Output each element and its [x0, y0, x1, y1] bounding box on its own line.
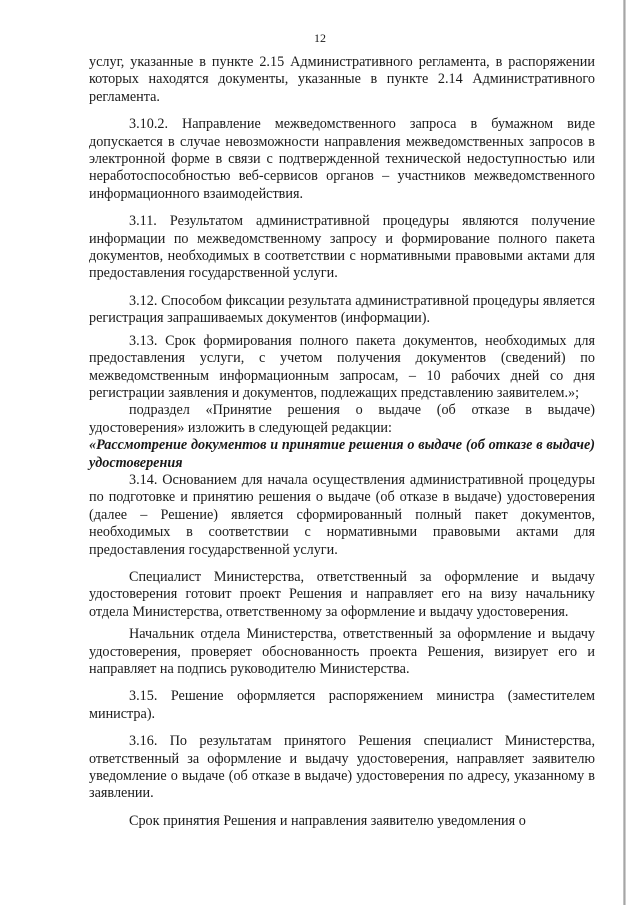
paragraph-decision-term: Срок принятия Решения и направления заявителю уведомления о [129, 812, 526, 829]
paragraph-3-13: 3.13. Срок формирования полного пакета документов, необходимых для предоставления услуги, с учетом получения документов (сведений) по межведомственным информационным запросам, – 10 рабочих дней со дня регистрации заявления и документов, подлежащих представлению заявителем.»; [89, 332, 595, 401]
scan-edge-shadow [623, 0, 626, 905]
paragraph-department-head: Начальник отдела Министерства, ответственный за оформление и выдачу удостоверения, проверяет обоснованность проекта Решения, визирует его и направляет на подпись руководителю Министерства. [89, 626, 595, 677]
paragraph-3-12: 3.12. Способом фиксации результата административной процедуры является регистрация запрашиваемых документов (информации). [89, 292, 595, 327]
paragraph-3-16: 3.16. По результатам принятого Решения специалист Министерства, ответственный за оформление и выдачу удостоверения, направляет заявителю уведомление о выдаче (об отказе в выдаче) удостоверения по адресу, указанному в заявлении. [89, 733, 595, 802]
paragraph-subsection-amendment: подраздел «Принятие решения о выдаче (об отказе в выдаче) удостоверения» изложить в следующей редакции: [89, 402, 595, 436]
page-number: 12 [314, 31, 326, 45]
subsection-heading: «Рассмотрение документов и принятие решения о выдаче (об отказе в выдаче) удостоверения [89, 437, 595, 471]
paragraph-3-15: 3.15. Решение оформляется распоряжением министра (заместителем министра). [89, 688, 595, 722]
document-body [89, 54, 595, 830]
paragraph-specialist: Специалист Министерства, ответственный за оформление и выдачу удостоверения готовит проект Решения и направляет его на визу начальнику отдела Министерства, ответственному за оформление и выдачу удостоверения. [89, 568, 595, 620]
paragraph-3-10-2: 3.10.2. Направление межведомственного запроса в бумажном виде допускается в случае невозможности направления межведомственных запросов в электронной форме в связи с подтвержденной технической недоступностью или неработоспособностью веб-сервисов органов – участников межведомственного информационного взаимодействия. [89, 116, 595, 202]
paragraph-continuation: услуг, указанные в пункте 2.15 Административного регламента, в распоряжении которых находятся документы, указанные в пункте 2.14 Административного регламента. [89, 54, 595, 105]
paragraph-3-14: 3.14. Основанием для начала осуществления административной процедуры по подготовке и принятию решения о выдаче (об отказе в выдаче) удостоверения (далее – Решение) является сформированный полный пакет документов, необходимых в соответствии с нормативными правовыми актами для предоставления государственной услуги. [89, 471, 595, 558]
paragraph-3-11: 3.11. Результатом административной процедуры являются получение информации по межведомственному запросу и формирование полного пакета документов, необходимых в соответствии с нормативными правовыми актами для предоставления государственной услуги. [89, 213, 595, 282]
